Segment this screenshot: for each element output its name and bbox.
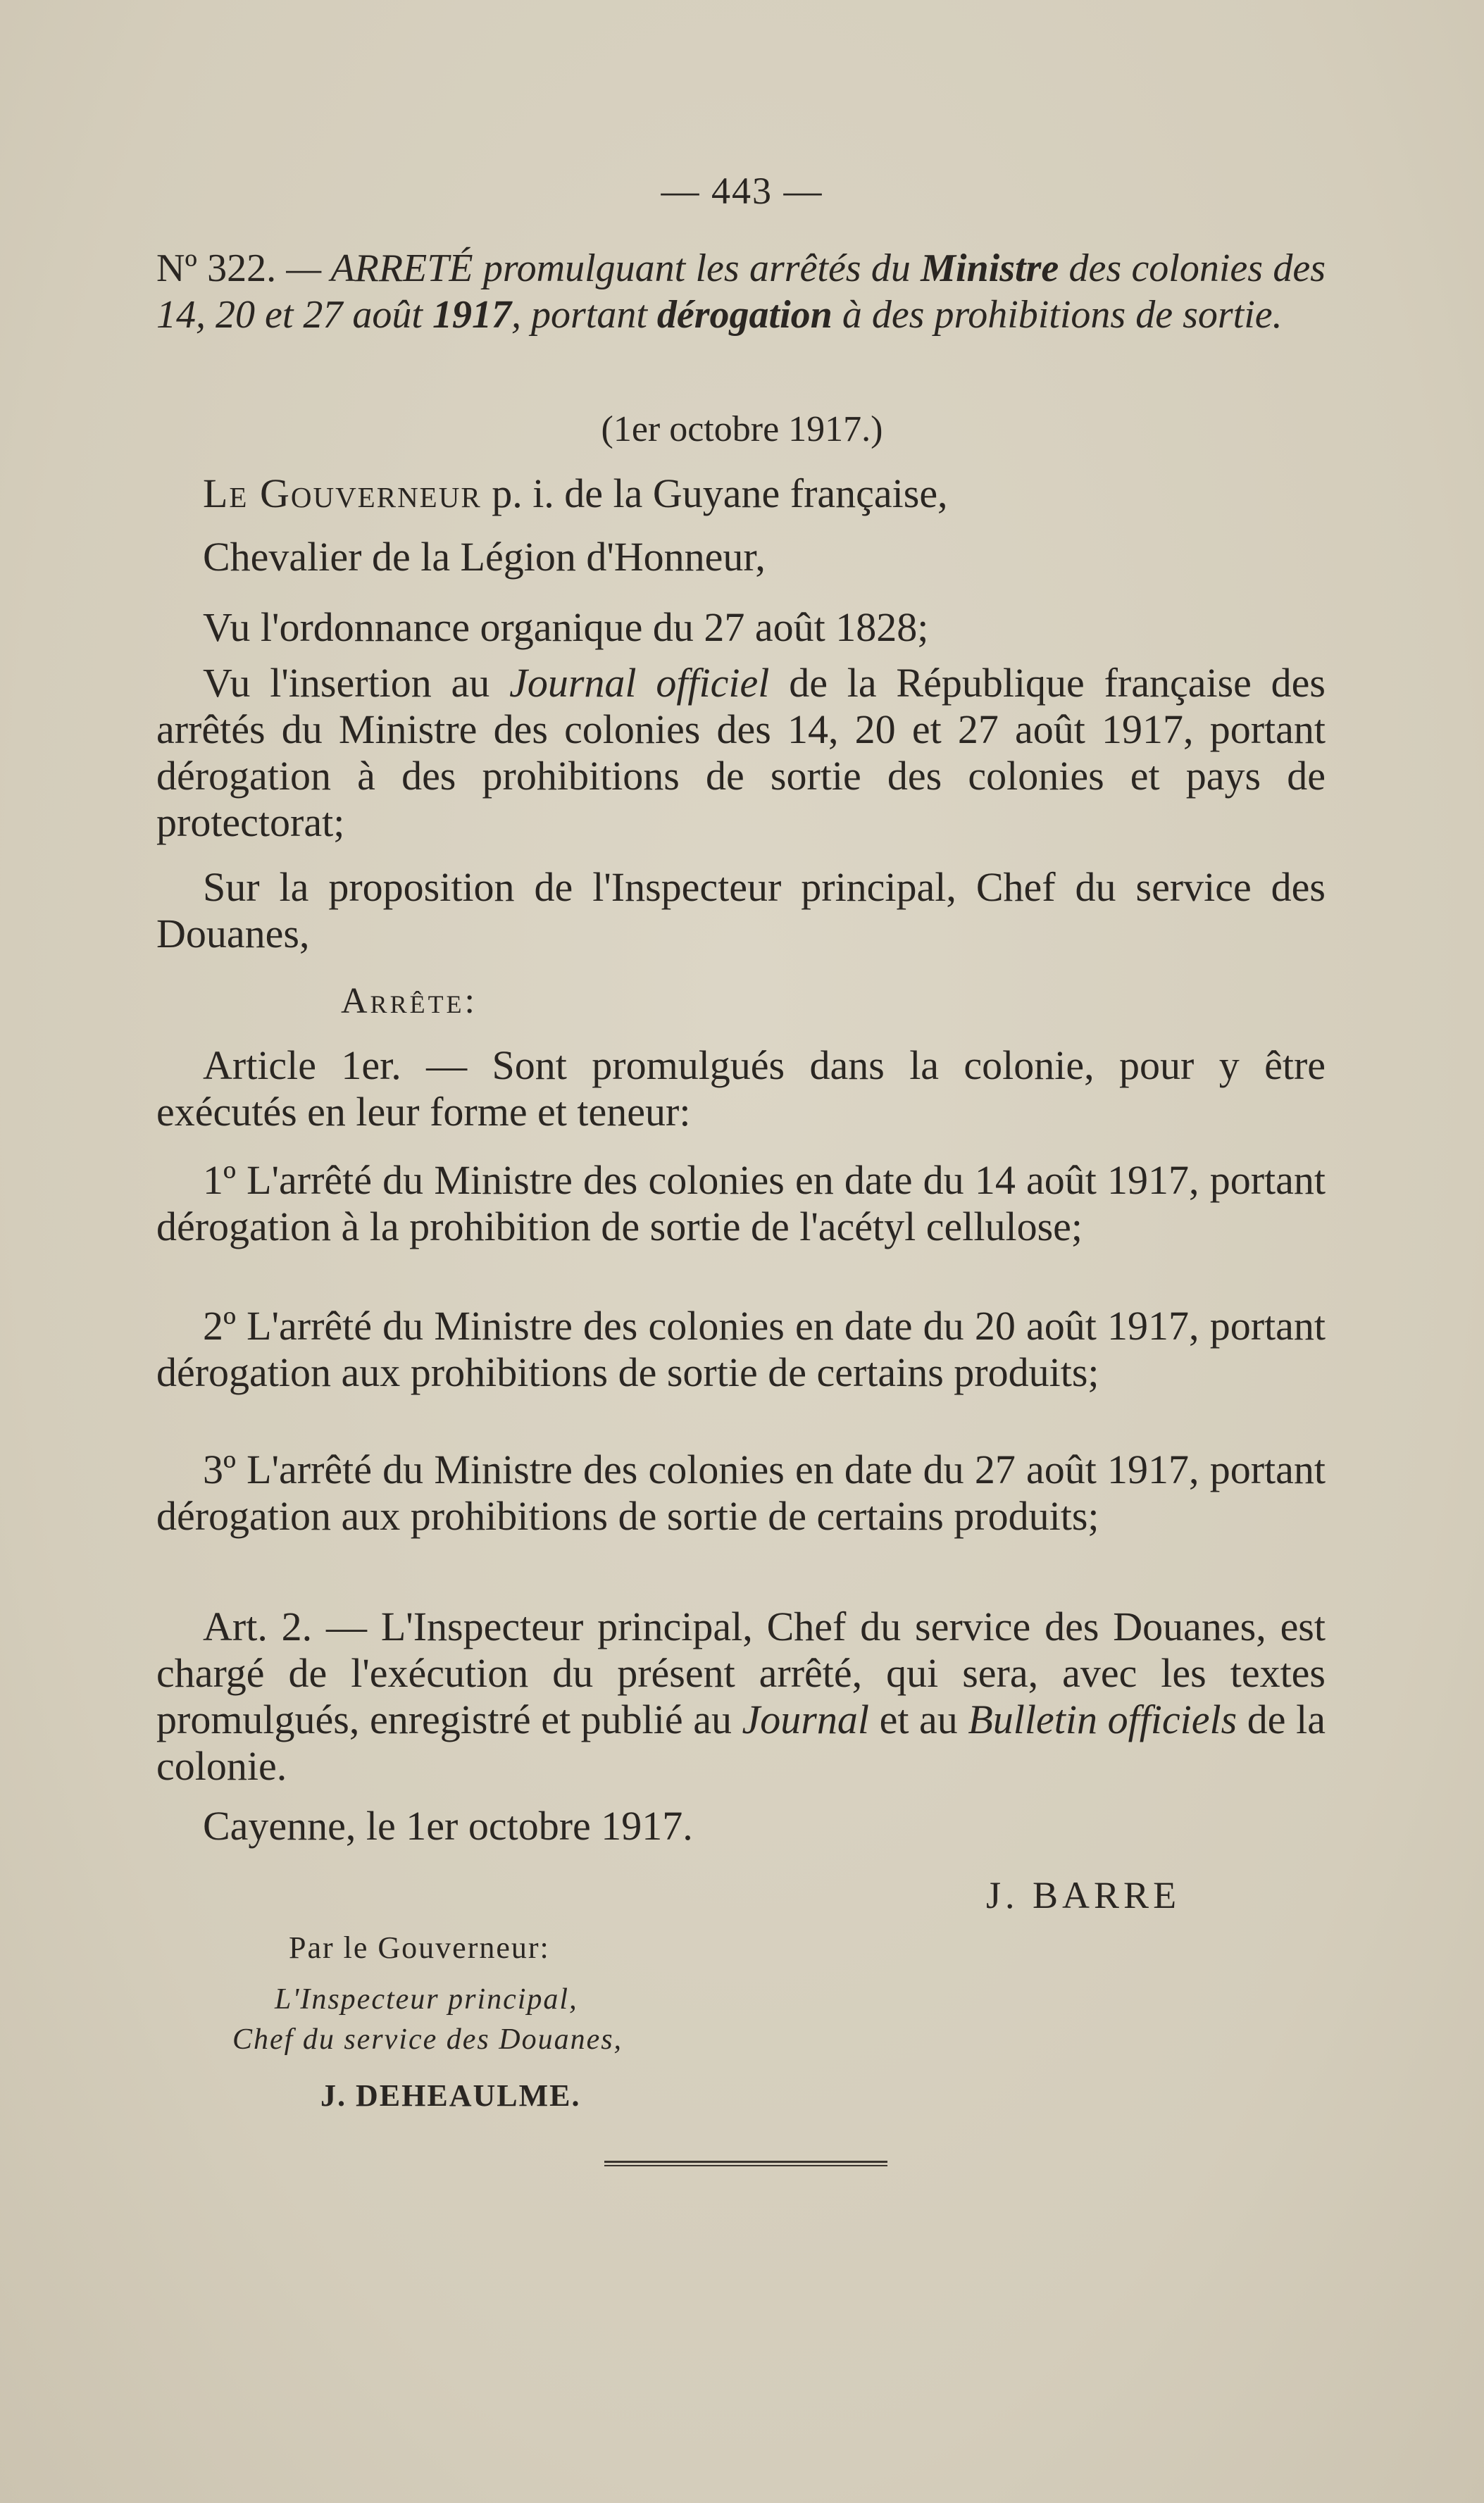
deheaulme-signature: J. DEHEAULME.	[320, 2078, 581, 2113]
title-bold-3: dérogation	[656, 293, 833, 337]
vu-insertion	[156, 660, 1326, 846]
item-3: 3º L'arrêté du Ministre des colonies en date du 27 août 1917, portant dérogation aux prohibitions de sortie de certains produits;	[156, 1447, 1326, 1539]
sur-proposition: Sur la proposition de l'Inspecteur principal, Chef du service des Douanes,	[156, 864, 1326, 956]
vu-ordonnance: Vu l'ordonnance organique du 27 août 1828;	[203, 604, 929, 650]
title-dash: —	[276, 246, 331, 290]
chevalier-line: Chevalier de la Légion d'Honneur,	[203, 534, 766, 580]
item-2: 2º L'arrêté du Ministre des colonies en date du 20 août 1917, portant dérogation aux prohibitions de sortie de certains produits;	[156, 1303, 1326, 1395]
governor-title: Le Gouverneur	[203, 470, 482, 516]
decree-title	[156, 245, 1326, 338]
journal-officiel: Journal officiel	[509, 660, 770, 706]
inspecteur-title: L'Inspecteur principal,	[275, 1983, 578, 2016]
par-le-gouverneur: Par le Gouverneur:	[289, 1930, 550, 1965]
governor-signature: J. BARRE	[986, 1874, 1181, 1916]
title-text-2: des colonies des 14, 20 et 27 août	[156, 246, 1326, 337]
article-2-mid: et au	[868, 1697, 968, 1742]
title-lead: ARRETÉ	[330, 246, 473, 290]
chef-douanes-title: Chef du service des Douanes,	[232, 2023, 623, 2056]
governor-line	[156, 470, 1326, 517]
item-1: 1º L'arrêté du Ministre des colonies en date du 14 août 1917, portant dérogation à la prohibition de sortie de l'acétyl cellulose;	[156, 1157, 1326, 1249]
title-bold-1: Ministre	[921, 246, 1059, 290]
cayenne-date: Cayenne, le 1er octobre 1917.	[203, 1803, 693, 1849]
end-rule-divider	[604, 2161, 887, 2166]
page-number: — 443 —	[661, 170, 823, 212]
article-2-before: Art. 2. — L'Inspecteur principal, Chef du service des Douanes, est chargé de l'exécution du présent arrêté, qui sera, avec les textes promulgués, enregistré et publié au	[156, 1604, 1326, 1742]
decree-date: (1er octobre 1917.)	[601, 409, 883, 449]
title-bold-2: 1917	[432, 293, 511, 337]
governor-rest: p. i. de la Guyane française,	[481, 470, 948, 516]
arrete-heading: Arrête:	[341, 981, 478, 1021]
bulletin-officiels: Bulletin officiels	[968, 1697, 1237, 1742]
article-2	[156, 1604, 1326, 1790]
title-text-1: promulguant les arrêtés du	[473, 246, 921, 290]
title-text-3: , portant	[511, 293, 657, 337]
vu-insertion-after: de la République française des arrêtés du Ministre des colonies des 14, 20 et 27 août 1917, portant dérogation à des prohibitions de sortie des colonies et pays de protectorat;	[156, 660, 1326, 845]
article-1: Article 1er. — Sont promulgués dans la colonie, pour y être exécutés en leur forme et teneur:	[156, 1042, 1326, 1135]
title-text-4: à des prohibitions de sortie.	[832, 293, 1283, 337]
decree-number: Nº 322.	[156, 246, 277, 290]
journal-word: Journal	[742, 1697, 869, 1742]
vu-insertion-before: Vu l'insertion au	[203, 660, 510, 706]
article-2-after: de la colonie.	[156, 1697, 1326, 1789]
